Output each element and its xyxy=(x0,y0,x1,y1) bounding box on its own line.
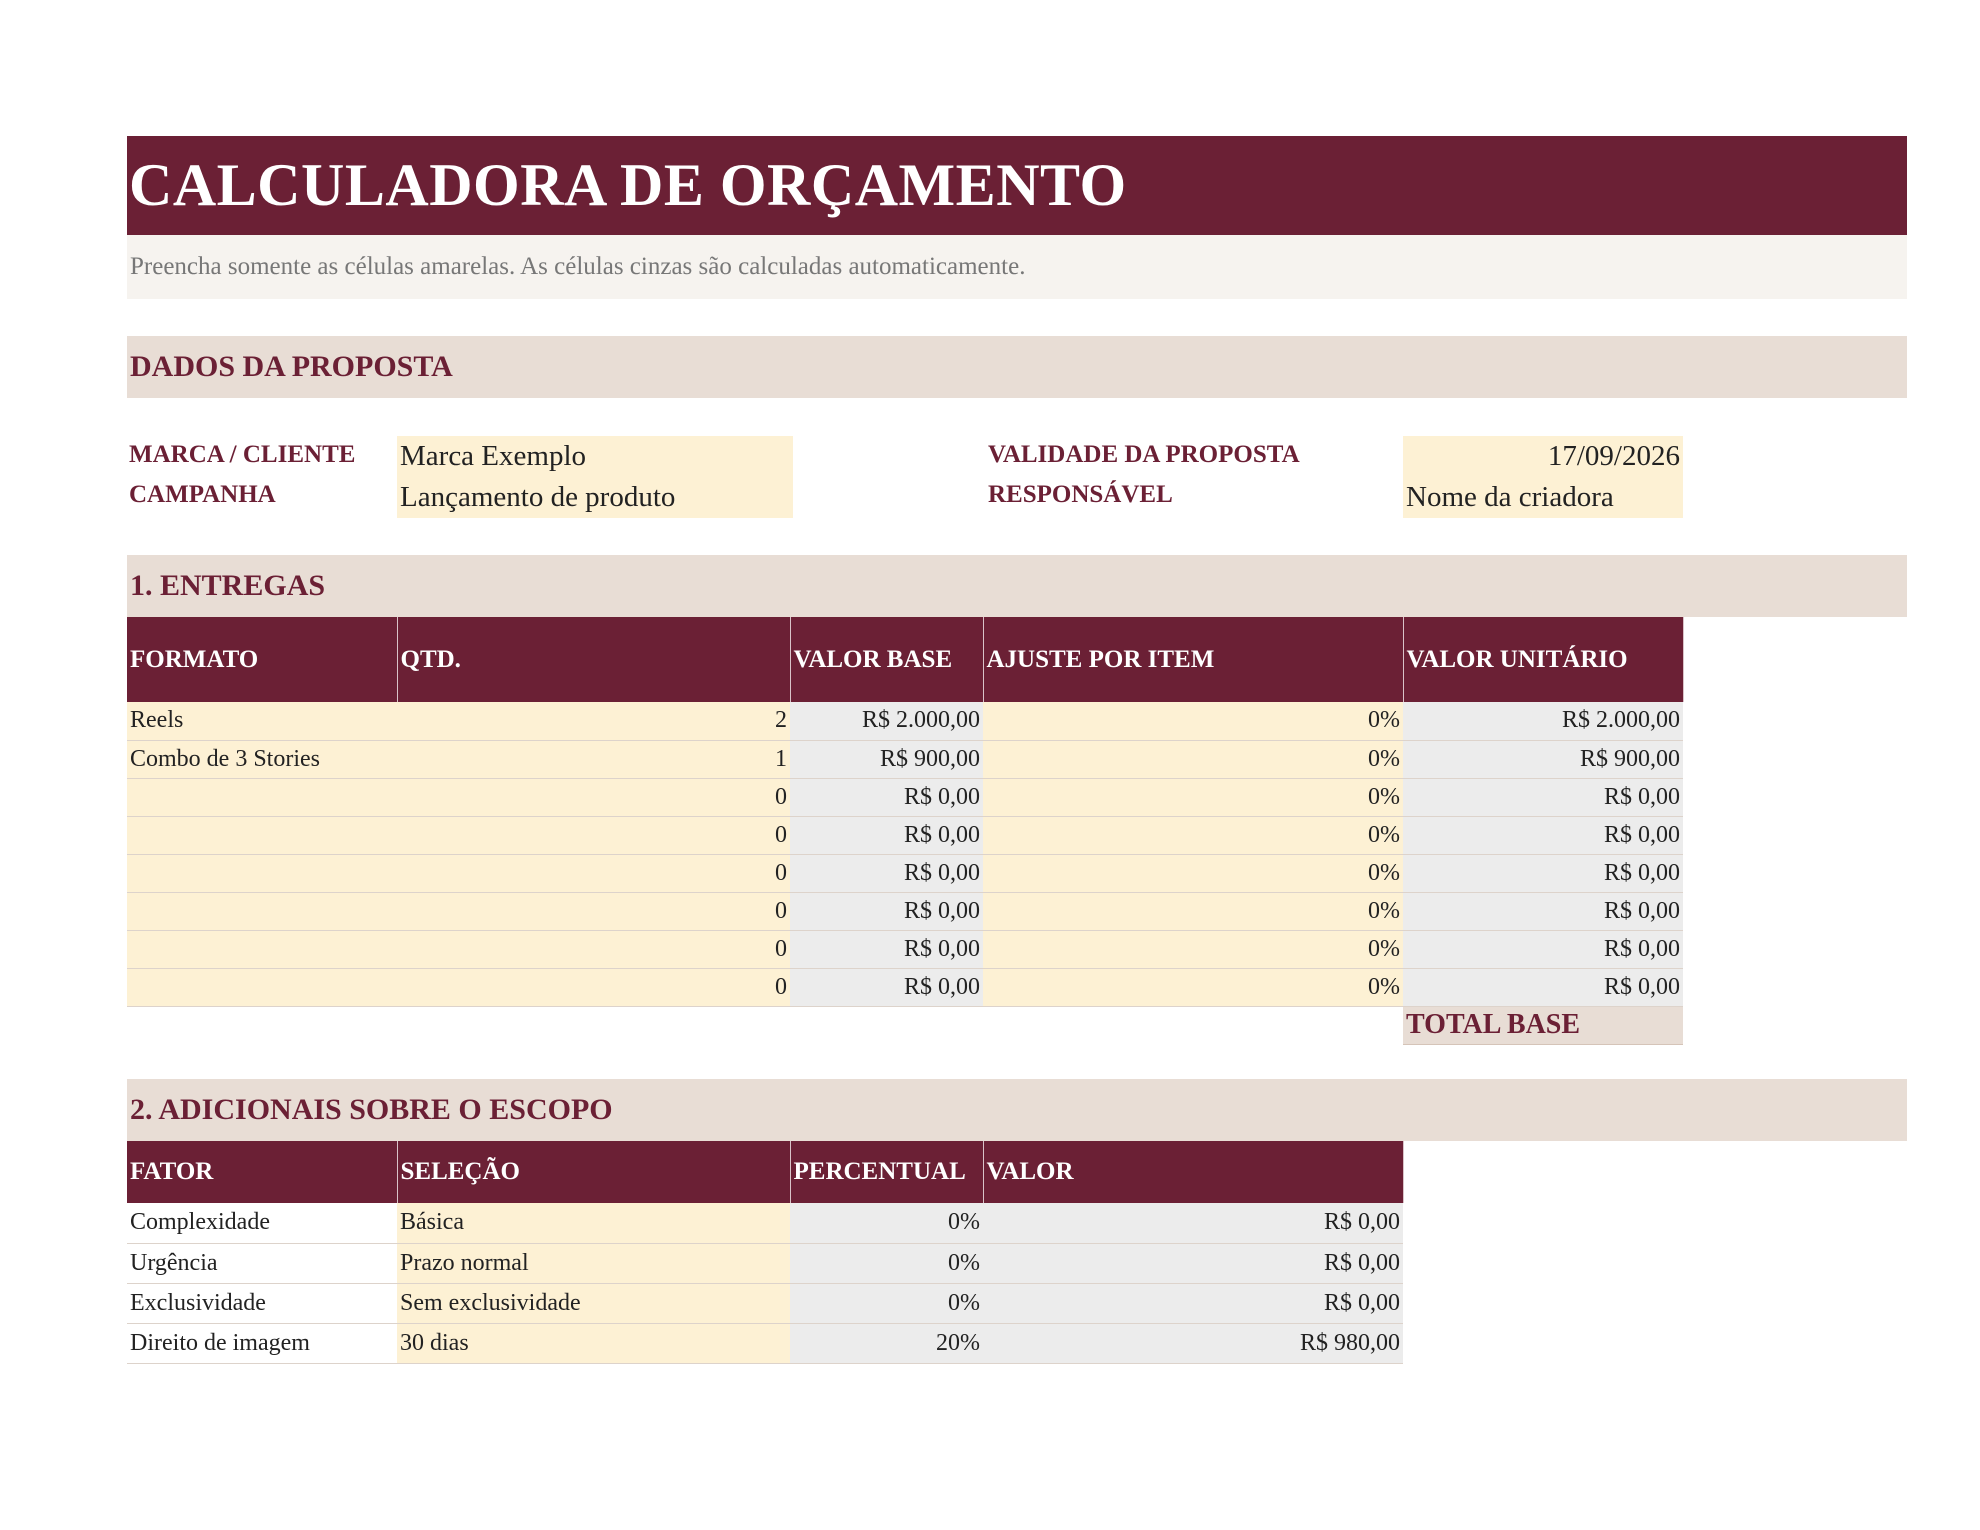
col-header-unit-value: VALOR UNITÁRIO xyxy=(1403,617,1683,702)
page-title: CALCULADORA DE ORÇAMENTO xyxy=(127,136,1907,235)
table-row xyxy=(127,968,1683,1006)
unit-value-cell: R$ 0,00 xyxy=(1403,854,1683,892)
brand-label: MARCA / CLIENTE xyxy=(129,441,356,468)
unit-value-cell: R$ 0,00 xyxy=(1403,892,1683,930)
total-spacer xyxy=(983,1006,1403,1044)
owner-input[interactable]: Nome da criadora xyxy=(1403,477,1683,518)
total-row xyxy=(127,1006,1683,1044)
brand-input[interactable]: Marca Exemplo xyxy=(397,436,793,477)
value-cell: R$ 0,00 xyxy=(983,1283,1403,1323)
selection-cell[interactable]: Sem exclusividade xyxy=(397,1283,790,1323)
qty-cell[interactable]: 0 xyxy=(397,930,790,968)
adjust-cell[interactable]: 0% xyxy=(983,740,1403,778)
adjust-cell[interactable]: 0% xyxy=(983,816,1403,854)
unit-value-cell: R$ 900,00 xyxy=(1403,740,1683,778)
base-value-cell: R$ 0,00 xyxy=(790,968,983,1006)
adjust-cell[interactable]: 0% xyxy=(983,930,1403,968)
unit-value-cell: R$ 0,00 xyxy=(1403,930,1683,968)
adjust-cell[interactable]: 0% xyxy=(983,968,1403,1006)
format-cell[interactable] xyxy=(127,930,397,968)
factor-cell: Urgência xyxy=(127,1243,397,1283)
percent-cell: 0% xyxy=(790,1243,983,1283)
percent-cell: 20% xyxy=(790,1323,983,1363)
qty-cell[interactable]: 1 xyxy=(397,740,790,778)
extras-table xyxy=(127,1141,1404,1364)
total-spacer xyxy=(397,1006,790,1044)
total-spacer xyxy=(127,1006,397,1044)
table-row xyxy=(127,1203,1403,1243)
campaign-input[interactable]: Lançamento de produto xyxy=(397,477,793,518)
value-cell: R$ 0,00 xyxy=(983,1203,1403,1243)
qty-cell[interactable]: 0 xyxy=(397,968,790,1006)
table-row xyxy=(127,1283,1403,1323)
base-value-cell: R$ 0,00 xyxy=(790,778,983,816)
unit-value-cell: R$ 0,00 xyxy=(1403,968,1683,1006)
owner-label: RESPONSÁVEL xyxy=(988,481,1173,508)
base-value-cell: R$ 0,00 xyxy=(790,930,983,968)
unit-value-cell: R$ 0,00 xyxy=(1403,778,1683,816)
format-cell[interactable] xyxy=(127,892,397,930)
percent-cell: 0% xyxy=(790,1283,983,1323)
table-row xyxy=(127,1243,1403,1283)
base-value-cell: R$ 0,00 xyxy=(790,892,983,930)
col-header-percent: PERCENTUAL xyxy=(790,1141,983,1203)
qty-cell[interactable]: 0 xyxy=(397,892,790,930)
campaign-label: CAMPANHA xyxy=(129,481,276,508)
total-spacer xyxy=(790,1006,983,1044)
table-row xyxy=(127,930,1683,968)
base-value-cell: R$ 0,00 xyxy=(790,854,983,892)
section-extras: 2. ADICIONAIS SOBRE O ESCOPO xyxy=(127,1079,1907,1141)
col-header-factor: FATOR xyxy=(127,1141,397,1203)
col-header-value: VALOR xyxy=(983,1141,1403,1203)
deliverables-table xyxy=(127,617,1684,1045)
col-header-format: FORMATO xyxy=(127,617,397,702)
col-header-qty: QTD. xyxy=(397,617,790,702)
format-cell[interactable] xyxy=(127,816,397,854)
instructions-text: Preencha somente as células amarelas. As células cinzas são calculadas automaticamente. xyxy=(127,235,1907,299)
section-deliverables: 1. ENTREGAS xyxy=(127,555,1907,617)
format-cell[interactable] xyxy=(127,778,397,816)
col-header-item-adjust: AJUSTE POR ITEM xyxy=(983,617,1403,702)
unit-value-cell: R$ 0,00 xyxy=(1403,816,1683,854)
selection-cell[interactable]: 30 dias xyxy=(397,1323,790,1363)
section-proposal-data: DADOS DA PROPOSTA xyxy=(127,336,1907,398)
qty-cell[interactable]: 0 xyxy=(397,816,790,854)
col-header-base-value: VALOR BASE xyxy=(790,617,983,702)
qty-cell[interactable]: 0 xyxy=(397,778,790,816)
adjust-cell[interactable]: 0% xyxy=(983,854,1403,892)
unit-value-cell: R$ 2.000,00 xyxy=(1403,702,1683,740)
base-value-cell: R$ 900,00 xyxy=(790,740,983,778)
factor-cell: Exclusividade xyxy=(127,1283,397,1323)
table-row xyxy=(127,816,1683,854)
table-row xyxy=(127,740,1683,778)
format-cell[interactable]: Combo de 3 Stories xyxy=(127,740,397,778)
value-cell: R$ 0,00 xyxy=(983,1243,1403,1283)
table-row xyxy=(127,702,1683,740)
table-row xyxy=(127,778,1683,816)
table-row xyxy=(127,892,1683,930)
base-value-cell: R$ 0,00 xyxy=(790,816,983,854)
table-row xyxy=(127,854,1683,892)
percent-cell: 0% xyxy=(790,1203,983,1243)
validity-label: VALIDADE DA PROPOSTA xyxy=(988,441,1300,468)
selection-cell[interactable]: Básica xyxy=(397,1203,790,1243)
table-row xyxy=(127,1323,1403,1363)
qty-cell[interactable]: 2 xyxy=(397,702,790,740)
col-header-selection: SELEÇÃO xyxy=(397,1141,790,1203)
value-cell: R$ 980,00 xyxy=(983,1323,1403,1363)
adjust-cell[interactable]: 0% xyxy=(983,702,1403,740)
format-cell[interactable] xyxy=(127,968,397,1006)
factor-cell: Complexidade xyxy=(127,1203,397,1243)
base-value-cell: R$ 2.000,00 xyxy=(790,702,983,740)
total-base-label: TOTAL BASE xyxy=(1403,1006,1683,1044)
adjust-cell[interactable]: 0% xyxy=(983,778,1403,816)
factor-cell: Direito de imagem xyxy=(127,1323,397,1363)
adjust-cell[interactable]: 0% xyxy=(983,892,1403,930)
selection-cell[interactable]: Prazo normal xyxy=(397,1243,790,1283)
validity-input[interactable]: 17/09/2026 xyxy=(1403,436,1683,477)
qty-cell[interactable]: 0 xyxy=(397,854,790,892)
format-cell[interactable] xyxy=(127,854,397,892)
format-cell[interactable]: Reels xyxy=(127,702,397,740)
